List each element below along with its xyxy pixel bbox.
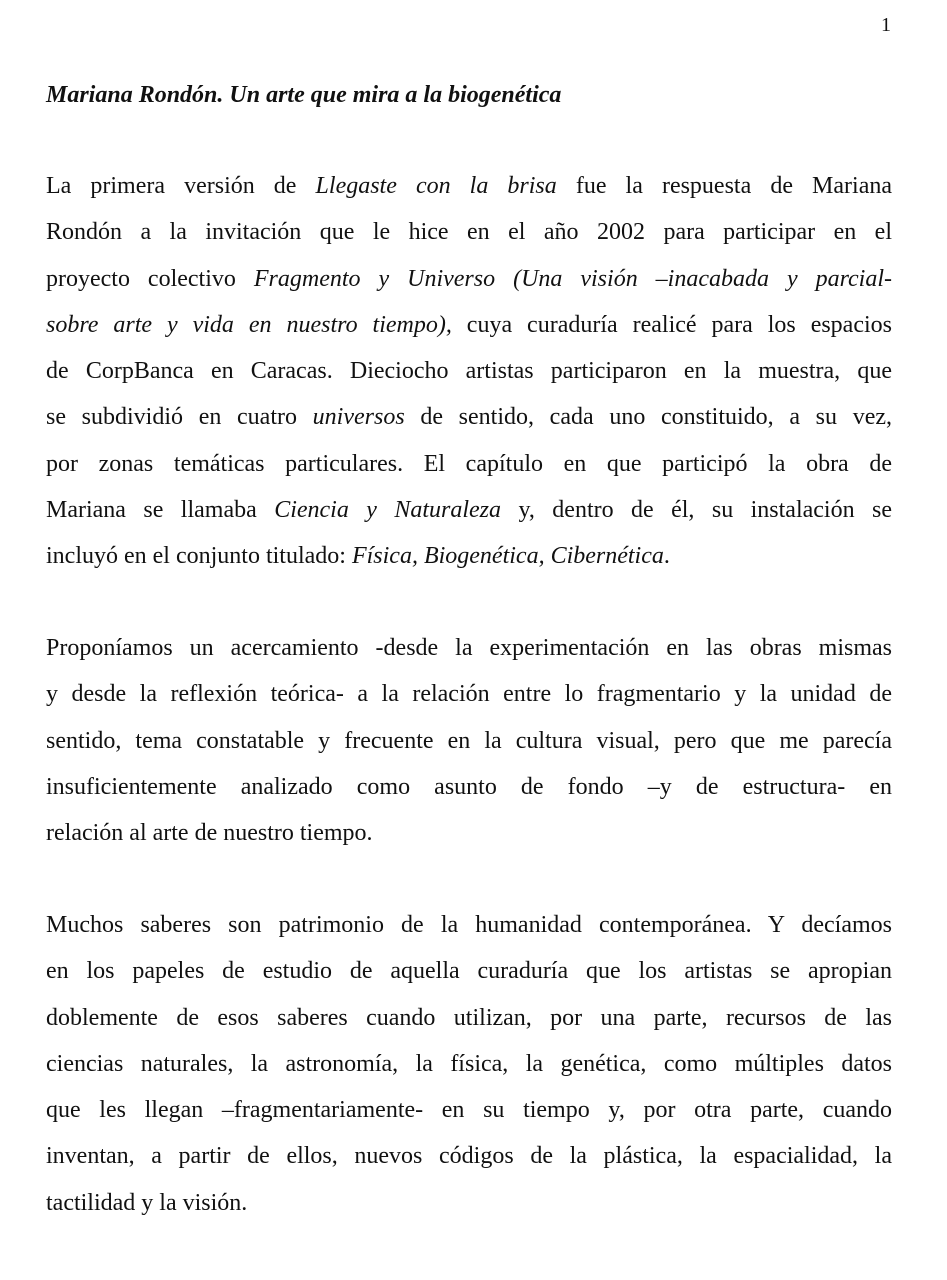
page-number: 1 [881, 14, 891, 36]
text-line [46, 956, 892, 1002]
text-line [46, 1095, 892, 1141]
text-segment: en los papeles de estudio de aquella curaduría que los artistas se apropian [46, 958, 892, 985]
text-line [46, 217, 892, 263]
text-segment: de sentido, cada uno constituido, a su vez, [404, 404, 892, 431]
text-segment: Muchos saberes son patrimonio de la humanidad contemporánea. Y decíamos [46, 912, 892, 938]
italic-text-segment: Llegaste con la brisa [315, 173, 557, 199]
text-segment: . [663, 543, 670, 570]
text-line [46, 310, 892, 356]
text-segment: incluyó en el conjunto titulado: [46, 543, 352, 570]
text-line [46, 818, 892, 864]
italic-text-segment: universos [312, 404, 405, 431]
text-segment: cuya curaduría realicé para los espacios [451, 311, 892, 338]
paragraph-2 [46, 633, 892, 864]
text-segment: ciencias naturales, la astronomía, la física, la genética, como múltiples datos [46, 1050, 892, 1077]
text-segment: por zonas temáticas particulares. El capítulo en que participó la obra de [46, 450, 892, 477]
text-segment: inventan, a partir de ellos, nuevos códigos de la plástica, la espacialidad, la [46, 1143, 892, 1170]
text-line [46, 633, 892, 679]
text-line [46, 679, 892, 725]
text-line [46, 264, 892, 310]
text-segment: proyecto colectivo [46, 265, 254, 292]
text-line [46, 495, 892, 541]
text-segment: de CorpBanca en Caracas. Dieciocho artistas participaron en la muestra, que [46, 358, 892, 385]
text-segment: La primera versión de [46, 173, 316, 199]
italic-text-segment: Ciencia y Naturaleza [274, 497, 502, 524]
text-line [46, 772, 892, 818]
text-segment: Mariana se llamaba [46, 497, 275, 524]
text-segment: se subdividió en cuatro [46, 404, 313, 431]
paragraph-3 [46, 910, 892, 1234]
text-line [46, 1188, 892, 1234]
text-segment: insuficientemente analizado como asunto de fondo –y de estructura- en [46, 773, 892, 800]
text-segment: fue la respuesta de Mariana [556, 173, 893, 199]
text-segment: y, dentro de él, su instalación se [501, 497, 892, 524]
text-segment: tactilidad y la visión. [46, 1189, 248, 1216]
text-segment: Rondón a la invitación que le hice en el año 2002 para participar en el [46, 219, 892, 246]
paragraph-1 [46, 171, 892, 588]
text-line [46, 726, 892, 772]
italic-text-segment: Fragmento y Universo (Una visión –inacabada y parcial- [253, 265, 892, 292]
text-line [46, 1141, 892, 1187]
text-segment: doblemente de esos saberes cuando utilizan, por una parte, recursos de las [46, 1004, 892, 1031]
text-segment: sentido, tema constatable y frecuente en la cultura visual, pero que me parecía [46, 727, 892, 754]
text-line [46, 541, 892, 587]
text-line [46, 1049, 892, 1095]
text-segment: y desde la reflexión teórica- a la relación entre lo fragmentario y la unidad de [46, 681, 892, 708]
document-title: Mariana Rondón. Un arte que mira a la biogenética [46, 82, 562, 108]
text-segment: Proponíamos un acercamiento -desde la experimentación en las obras mismas [46, 635, 892, 661]
text-line [46, 171, 892, 217]
text-line [46, 356, 892, 402]
italic-text-segment: sobre arte y vida en nuestro tiempo), [46, 311, 452, 338]
italic-text-segment: Física, Biogenética, Cibernética [351, 543, 664, 570]
text-line [46, 1003, 892, 1049]
text-line [46, 910, 892, 956]
text-segment: relación al arte de nuestro tiempo. [46, 820, 373, 847]
text-line [46, 449, 892, 495]
text-line [46, 402, 892, 448]
text-segment: que les llegan –fragmentariamente- en su tiempo y, por otra parte, cuando [46, 1097, 892, 1124]
